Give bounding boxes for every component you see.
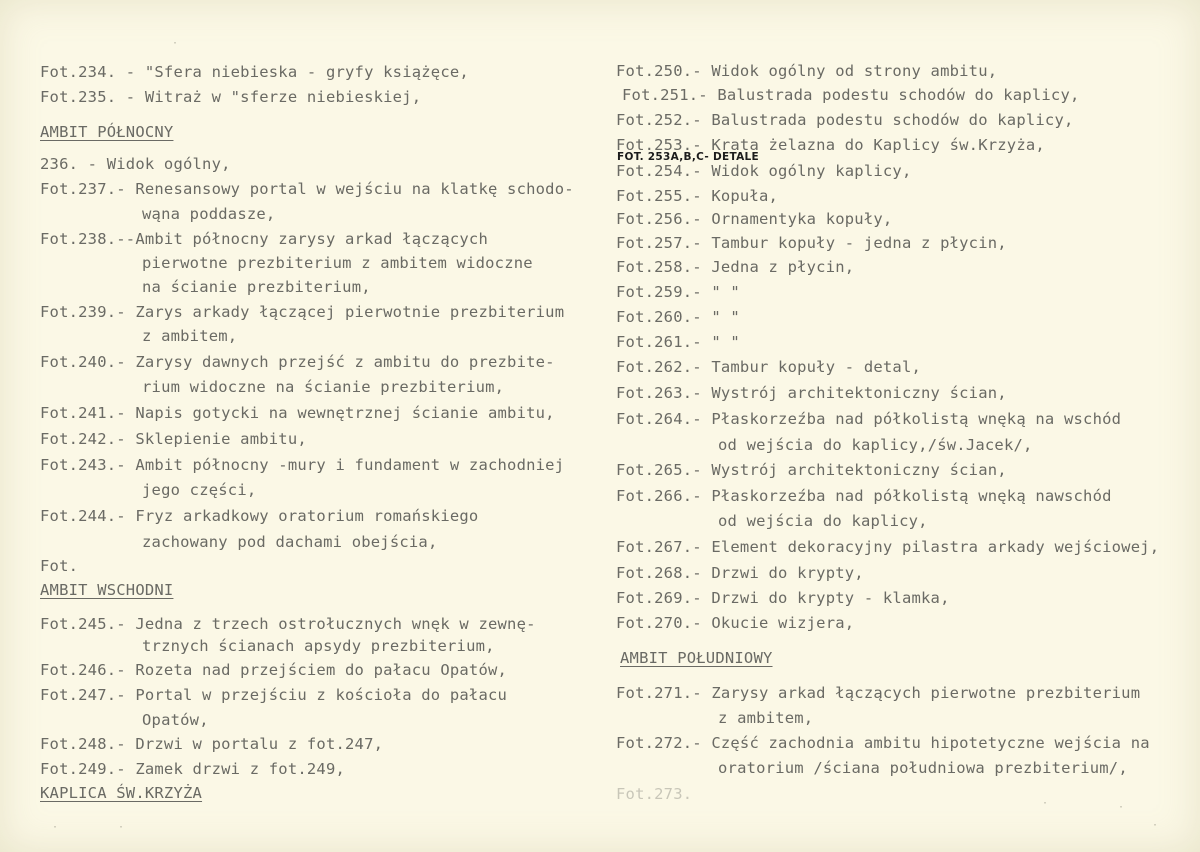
entry-248: Fot.248.- Drzwi w portalu z fot.247, [40, 735, 384, 753]
entry-267: Fot.267.- Element dekoracyjny pilastra arkady wejściowej, [616, 538, 1160, 556]
entry-254: Fot.254.- Widok ogólny kaplicy, [616, 162, 912, 180]
entry-265: Fot.265.- Wystrój architektoniczny ścian, [616, 461, 1007, 479]
section-heading-kaplica: KAPLICA ŚW.KRZYŻA [40, 784, 203, 802]
paper-speck: · [118, 822, 125, 833]
entry-247: Fot.247.- Portal w przejściu z kościoła do pałacu [40, 686, 508, 704]
entry-240-cont: rium widoczne na ścianie prezbiterium, [142, 378, 505, 396]
entry-237-cont: wąna poddasze, [142, 205, 276, 223]
entry-244-cont: zachowany pod dachami obejścia, [142, 533, 438, 551]
entry-242: Fot.242.- Sklepienie ambitu, [40, 430, 307, 448]
entry-271: Fot.271.- Zarysy arkad łączących pierwotne prezbiterium [616, 684, 1141, 702]
entry-269: Fot.269.- Drzwi do krypty - klamka, [616, 589, 950, 607]
entry-blank: Fot. [40, 557, 79, 575]
handwritten-note: FOT. 253A,B,C- DETALE [617, 151, 760, 163]
entry-252: Fot.252.- Balustrada podestu schodów do kaplicy, [616, 111, 1074, 129]
entry-246: Fot.246.- Rozeta nad przejściem do pałacu Opatów, [40, 661, 508, 679]
entry-238-cont: pierwotne prezbiterium z ambitem widoczne [142, 254, 533, 272]
paper-speck: · [172, 38, 179, 49]
entry-258: Fot.258.- Jedna z płycin, [616, 258, 855, 276]
entry-268: Fot.268.- Drzwi do krypty, [616, 564, 864, 582]
entry-264: Fot.264.- Płaskorzeźba nad półkolistą wnęką na wschód [616, 410, 1122, 428]
entry-237: Fot.237.- Renesansowy portal w wejściu na klatkę schodo- [40, 180, 574, 198]
entry-260: Fot.260.- " " [616, 308, 740, 326]
entry-250: Fot.250.- Widok ogólny od strony ambitu, [616, 62, 998, 80]
entry-261: Fot.261.- " " [616, 333, 740, 351]
entry-240: Fot.240.- Zarysy dawnych przejść z ambitu do prezbite- [40, 353, 555, 371]
entry-239: Fot.239.- Zarys arkady łączącej pierwotnie prezbiterium [40, 303, 565, 321]
entry-264-cont: od wejścia do kaplicy,/św.Jacek/, [718, 436, 1033, 454]
entry-245-cont: trznych ścianach apsydy prezbiterium, [142, 637, 495, 655]
section-heading-ambit-wschodni: AMBIT WSCHODNI [40, 581, 174, 599]
entry-243: Fot.243.- Ambit północny -mury i fundament w zachodniej [40, 456, 565, 474]
paper-speck: · [52, 822, 59, 833]
entry-249: Fot.249.- Zamek drzwi z fot.249, [40, 760, 346, 778]
section-heading-ambit-polnocny: AMBIT PÓŁNOCNY [40, 123, 174, 141]
entry-262: Fot.262.- Tambur kopuły - detal, [616, 358, 922, 376]
entry-244: Fot.244.- Fryz arkadkowy oratorium romańskiego [40, 507, 479, 525]
entry-236: 236. - Widok ogólny, [40, 155, 231, 173]
entry-234: Fot.234. - "Sfera niebieska - gryfy książęce, [40, 63, 469, 81]
entry-273: Fot.273. [616, 785, 693, 803]
paper-speck: · [1152, 820, 1159, 831]
entry-259: Fot.259.- " " [616, 283, 740, 301]
entry-266-cont: od wejścia do kaplicy, [718, 512, 928, 530]
entry-247-cont: Opatów, [142, 711, 209, 729]
entry-271-cont: z ambitem, [718, 709, 814, 727]
section-heading-ambit-poludniowy: AMBIT POŁUDNIOWY [620, 649, 773, 667]
entry-235: Fot.235. - Witraż w "sferze niebieskiej, [40, 88, 422, 106]
paper-speck: · [1042, 798, 1049, 809]
entry-239-cont: z ambitem, [142, 327, 238, 345]
entry-238: Fot.238.--Ambit północny zarysy arkad łączących [40, 230, 488, 248]
entry-270: Fot.270.- Okucie wizjera, [616, 614, 855, 632]
entry-257: Fot.257.- Tambur kopuły - jedna z płycin, [616, 234, 1007, 252]
entry-263: Fot.263.- Wystrój architektoniczny ścian, [616, 384, 1007, 402]
entry-256: Fot.256.- Ornamentyka kopuły, [616, 210, 893, 228]
entry-266: Fot.266.- Płaskorzeźba nad półkolistą wnęką nawschód [616, 487, 1112, 505]
entry-253: Fot.253.- Krata żelazna do Kaplicy św.Krzyża, [616, 136, 1045, 154]
entry-272-cont: oratorium /ściana południowa prezbiterium/, [718, 759, 1128, 777]
entry-245: Fot.245.- Jedna z trzech ostrołucznych wnęk w zewnę- [40, 615, 536, 633]
entry-238-cont: na ścianie prezbiterium, [142, 278, 371, 296]
entry-251: Fot.251.- Balustrada podestu schodów do kaplicy, [622, 86, 1080, 104]
entry-241: Fot.241.- Napis gotycki na wewnętrznej ścianie ambitu, [40, 404, 555, 422]
entry-243-cont: jego części, [142, 481, 257, 499]
entry-272: Fot.272.- Część zachodnia ambitu hipotetyczne wejścia na [616, 734, 1150, 752]
paper-speck: · [1118, 802, 1125, 813]
entry-255: Fot.255.- Kopuła, [616, 187, 779, 205]
